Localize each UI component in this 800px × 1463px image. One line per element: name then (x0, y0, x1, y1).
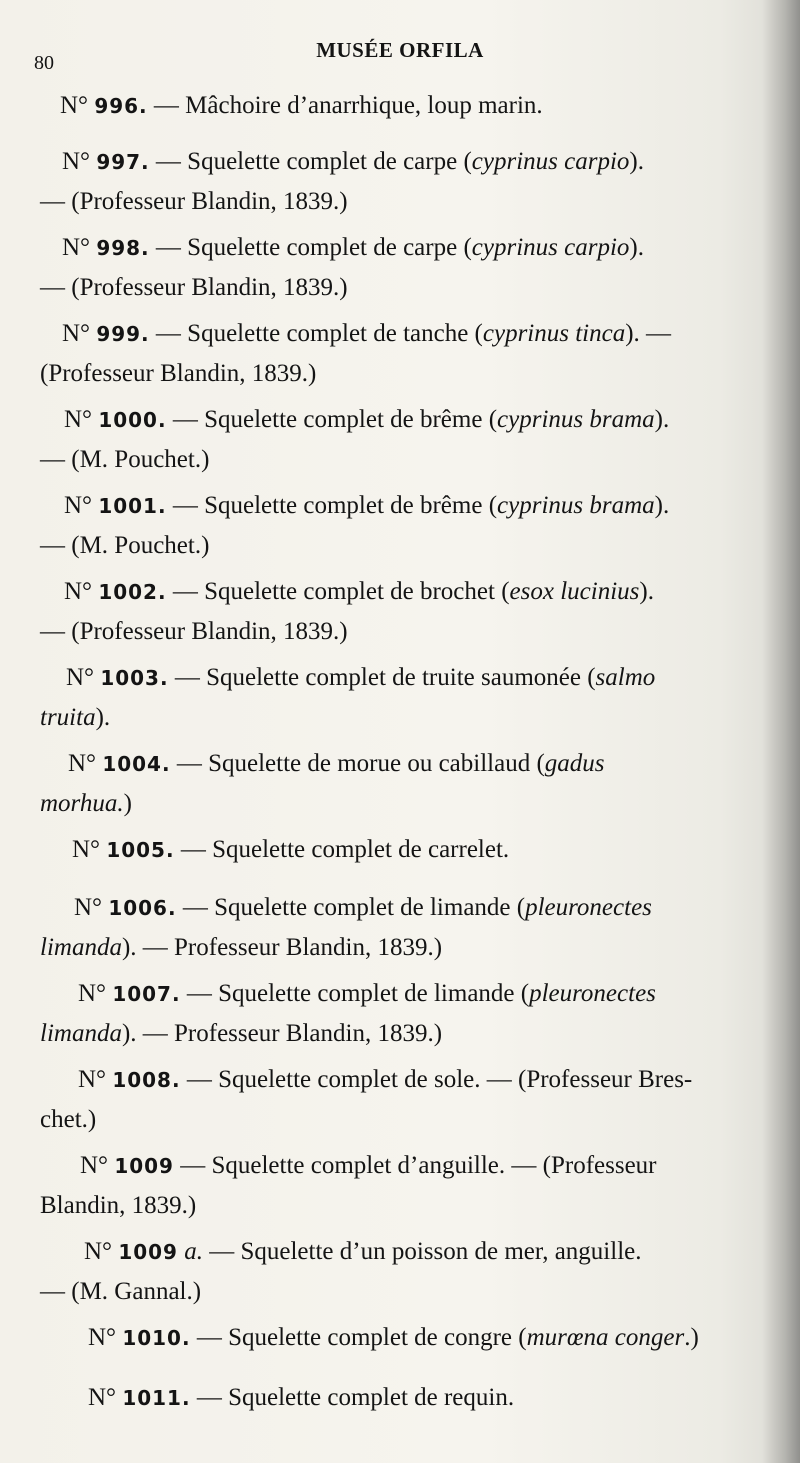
entry-text: — Squelette complet de tanche ( (155, 320, 483, 347)
running-title: MUSÉE ORFILA (316, 38, 484, 62)
entry-prefix: N° (80, 1152, 109, 1179)
entry-number: 1001. (98, 494, 167, 518)
entry-text: — Squelette complet de sole. — (Professeur Bres- (186, 1066, 693, 1093)
entry-suffix: a. (184, 1238, 203, 1265)
entry-text: — Squelette complet de limande ( (186, 980, 530, 1007)
entry-prefix: N° (64, 578, 93, 605)
species-name: morhua. (40, 790, 124, 817)
entry-text: .) (684, 1324, 699, 1351)
species-name: pleuronectes (525, 894, 652, 921)
entry-number: 1000. (98, 408, 167, 432)
entry-text: — Squelette complet de truite saumonée ( (174, 664, 596, 691)
species-name: limanda (40, 1020, 122, 1047)
entry-prefix: N° (64, 492, 93, 519)
entry-prefix: N° (88, 1384, 117, 1411)
entry-number: 996. (94, 94, 148, 118)
entry-prefix: N° (88, 1324, 117, 1351)
entry-text: ). (654, 406, 670, 433)
entry-continuation: Blandin, 1839.) (40, 1192, 197, 1219)
entry-number: 1007. (112, 982, 181, 1006)
entry-number: 999. (96, 322, 150, 346)
entry-1011 (40, 1378, 785, 1418)
entry-996 (40, 86, 785, 126)
entry-text: — Squelette complet de carpe ( (155, 234, 472, 261)
species-name: cyprinus tinca (482, 320, 626, 347)
page-header (0, 36, 800, 76)
entry-number: 1009 (118, 1240, 178, 1264)
species-name: salmo (595, 664, 656, 691)
entry-continuation: — (Professeur Blandin, 1839.) (40, 618, 348, 645)
entry-text: ). (95, 704, 111, 731)
page-number: 80 (34, 52, 54, 74)
entry-1001 (40, 486, 785, 566)
entry-number: 1008. (112, 1068, 181, 1092)
species-name: cyprinus carpio (471, 234, 630, 261)
entry-prefix: N° (62, 320, 91, 347)
entry-continuation: chet.) (40, 1106, 97, 1133)
entry-text: ). (639, 578, 654, 605)
species-name: truita (40, 704, 96, 731)
entry-998 (40, 228, 785, 308)
entry-1005 (40, 830, 785, 870)
entry-1002 (40, 572, 785, 652)
entry-1003 (40, 658, 785, 738)
entry-prefix: N° (72, 836, 101, 863)
entry-prefix: N° (68, 750, 97, 777)
entry-prefix: N° (78, 1066, 107, 1093)
species-name: pleuronectes (529, 980, 656, 1007)
entry-text: — Squelette complet d’anguille. — (Professeur (180, 1152, 657, 1179)
entry-number: 1004. (102, 752, 171, 776)
entry-continuation: — (Professeur Blandin, 1839.) (40, 188, 348, 215)
entry-continuation: — (M. Gannal.) (40, 1278, 202, 1305)
entry-text: — Mâchoire d’anarrhique, loup marin. (153, 92, 543, 119)
entry-1008 (40, 1060, 785, 1140)
entry-text: ). — (625, 320, 672, 347)
entry-1007 (40, 974, 785, 1054)
entry-text: — Squelette complet de congre ( (196, 1324, 527, 1351)
entry-continuation: — (M. Pouchet.) (40, 532, 210, 559)
entry-1010 (40, 1318, 785, 1358)
entry-text: ). — Professeur Blandin, 1839.) (121, 1020, 443, 1047)
species-name: cyprinus brama (497, 492, 655, 519)
entry-1000 (40, 400, 785, 480)
entry-text: ). — Professeur Blandin, 1839.) (121, 934, 443, 961)
species-name: esox lucinius (509, 578, 640, 605)
entry-prefix: N° (62, 234, 91, 261)
species-name: cyprinus brama (497, 406, 655, 433)
entry-number: 1002. (98, 580, 167, 604)
species-name: limanda (40, 934, 122, 961)
entry-continuation: — (M. Pouchet.) (40, 446, 210, 473)
entry-text: ). (629, 234, 644, 261)
entry-number: 1009 (114, 1154, 174, 1178)
entry-999 (40, 314, 785, 394)
entry-text: — Squelette complet de requin. (196, 1384, 515, 1411)
entry-prefix: N° (60, 92, 89, 119)
entry-text: — Squelette d’un poisson de mer, anguille. (209, 1238, 642, 1265)
entry-number: 997. (96, 150, 150, 174)
entry-prefix: N° (84, 1238, 113, 1265)
entry-continuation: (Professeur Blandin, 1839.) (40, 360, 317, 387)
entry-number: 998. (96, 236, 150, 260)
entry-number: 1003. (100, 666, 169, 690)
entry-prefix: N° (62, 148, 91, 175)
entry-1006 (40, 888, 785, 968)
entry-number: 1010. (122, 1326, 191, 1350)
entry-text: — Squelette complet de brochet ( (172, 578, 510, 605)
entry-text: — Squelette complet de brême ( (172, 492, 498, 519)
entry-prefix: N° (78, 980, 107, 1007)
entry-997 (40, 142, 785, 222)
entry-text: ). (654, 492, 670, 519)
entry-number: 1005. (106, 838, 175, 862)
entry-1004 (40, 744, 785, 824)
entry-text: — Squelette de morue ou cabillaud ( (176, 750, 545, 777)
entry-prefix: N° (74, 894, 103, 921)
entry-prefix: N° (64, 406, 93, 433)
entry-1009 (40, 1146, 785, 1226)
species-name: murœna conger (526, 1324, 685, 1351)
entry-text: — Squelette complet de carpe ( (155, 148, 472, 175)
entry-number: 1006. (108, 896, 177, 920)
entry-text: — Squelette complet de carrelet. (180, 836, 510, 863)
species-name: cyprinus carpio (471, 148, 630, 175)
entry-text: ) (123, 790, 132, 817)
entry-text: — Squelette complet de brême ( (172, 406, 498, 433)
entry-1009a (40, 1232, 785, 1312)
entry-text: ). (629, 148, 644, 175)
entry-number: 1011. (122, 1386, 191, 1410)
entry-prefix: N° (66, 664, 95, 691)
species-name: gadus (544, 750, 605, 777)
entry-text: — Squelette complet de limande ( (182, 894, 526, 921)
entry-continuation: — (Professeur Blandin, 1839.) (40, 274, 348, 301)
